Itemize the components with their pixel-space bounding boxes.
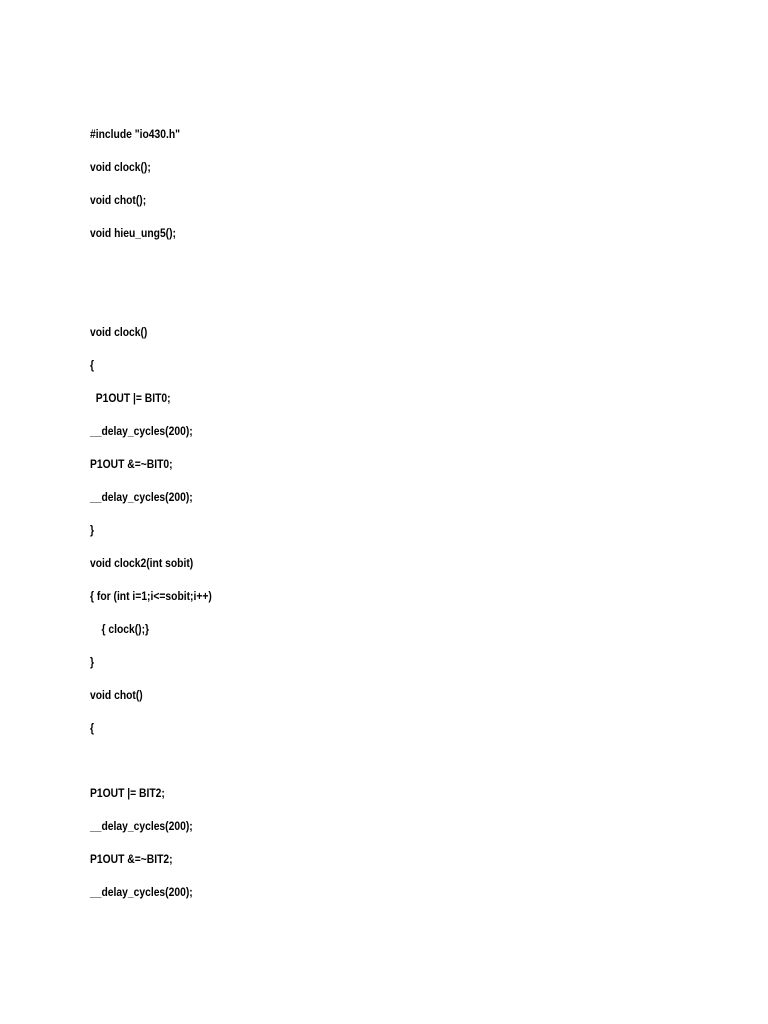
code-line: { — [90, 721, 95, 735]
code-line: P1OUT |= BIT0; — [90, 391, 171, 405]
code-line: } — [90, 523, 95, 537]
code-line: } — [90, 655, 95, 669]
code-line: void hieu_ung5(); — [90, 226, 176, 240]
code-line: __delay_cycles(200); — [90, 885, 193, 899]
code-line: #include "io430.h" — [90, 127, 181, 141]
code-line: { for (int i=1;i<=sobit;i++) — [90, 589, 212, 603]
code-line: __delay_cycles(200); — [90, 424, 193, 438]
code-line: void clock(); — [90, 160, 151, 174]
code-line: __delay_cycles(200); — [90, 819, 193, 833]
code-line: { — [90, 358, 95, 372]
code-line: P1OUT &=~BIT2; — [90, 852, 173, 866]
code-line: void chot() — [90, 688, 143, 702]
code-line: { clock();} — [90, 622, 150, 636]
code-line: P1OUT &=~BIT0; — [90, 457, 173, 471]
code-line: P1OUT |= BIT2; — [90, 786, 165, 800]
code-line: void chot(); — [90, 193, 147, 207]
code-line: __delay_cycles(200); — [90, 490, 193, 504]
code-line: void clock() — [90, 325, 148, 339]
code-line: void clock2(int sobit) — [90, 556, 194, 570]
